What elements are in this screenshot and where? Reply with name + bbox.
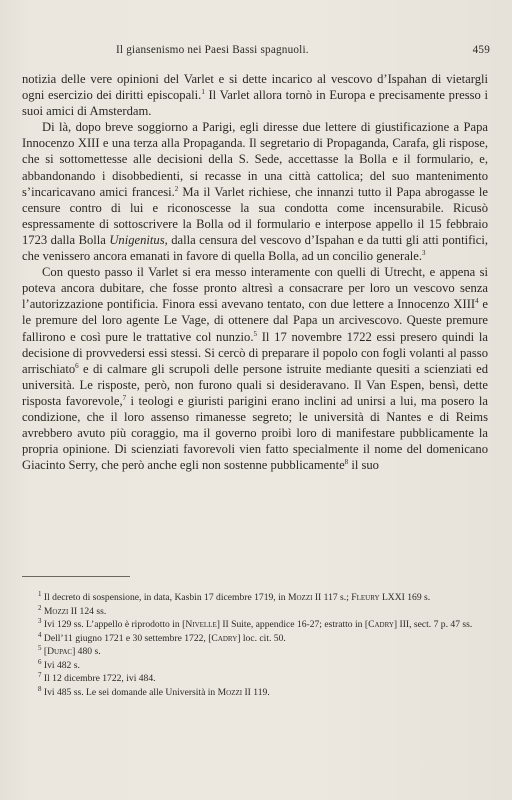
text-run: II 119. <box>242 686 270 698</box>
footnote-ref: 6 <box>75 361 79 370</box>
footnote <box>22 605 488 619</box>
footnote-ref: 4 <box>475 297 479 306</box>
footnote <box>22 686 488 700</box>
author-name: Cadry <box>211 632 238 644</box>
text-run: II 117 s.; <box>312 592 352 603</box>
footnote <box>22 632 488 646</box>
footnote-number: 5 <box>38 643 42 652</box>
footnote-ref: 1 <box>201 87 205 96</box>
author-name: Mozzi <box>287 592 313 603</box>
footnote-ref: 8 <box>344 458 349 467</box>
text-run: Il Varlet allora tornò in Europa e precisamente presso i suoi amici di Amsterdam. <box>22 88 488 119</box>
text-run: e le premure del loro agente Le Vage, di ottenere dal Papa un arcivescovo. Queste premure fallirono e così pure le trattative col nunzio. <box>22 297 488 344</box>
text-run: Ma il Varlet richiese, che innanzi tutto il Papa abrogasse le censure contro di lui e riconoscesse la sua condotta come incensurabile. Ricusò espressamente di sottoscrivere la Bolla od il formulario e interpose appello il 15 febbraio 1723 dalla Bolla <box>22 184 488 247</box>
footnote-number: 4 <box>38 630 42 639</box>
text-run: Dell’11 giugno 1721 e 30 settembre 1722, [ <box>43 632 212 644</box>
text-run: ] 480 s. <box>72 646 101 657</box>
author-name: Nivelle <box>185 619 217 630</box>
text-run: notizia delle vere opinioni del Varlet e si dette incarico al vescovo d’Ispahan di vietargli ogni esercizio dei diritti episcopali. <box>22 72 488 103</box>
text-run: LXXI 169 s. <box>379 592 431 603</box>
footnote-number: 7 <box>38 670 42 679</box>
footnote <box>22 618 488 632</box>
text-run: e di calmare gli scrupoli delle persone istruite mediante quesiti a scienziati ed università. Le risposte, però, non furono quali si desideravano. Il Van Espen, bensì, dette risposta favorevole, <box>22 361 488 408</box>
text-run: ] III, sect. 7 p. 47 ss. <box>393 619 473 630</box>
footnote-rule <box>22 576 130 577</box>
footnote-ref: 5 <box>253 329 257 338</box>
text-run: Ivi 485 ss. Le sei domande alle Università in <box>43 686 218 698</box>
footnote <box>22 672 488 686</box>
text-run: Il 17 novembre 1722 essi presero quindi la decisione di provvedersi essi stessi. Si cercò di preparare il popolo con fogli volanti al passo arrischiato <box>22 329 488 376</box>
footnote-number: 2 <box>38 603 42 612</box>
paragraph <box>22 264 488 473</box>
page-number: 459 <box>472 44 490 56</box>
text-run: ] II Suite, appendice 16-27; estratto in [ <box>216 619 369 630</box>
footnote <box>22 591 488 605</box>
text-run: Di là, dopo breve soggiorno a Parigi, egli diresse due lettere di giustificazione a Papa Innocenzo XIII e una terza alla Propaganda. Il segretario di Propaganda, Carafa, gli rispose, che si sottomettesse alle decisioni della S. Sede, accettasse la Bolla e il formulario, e, abbandonando i disobbedienti, si recasse in una città cattolica; del suo mantenimento s’incaricavano amici francesi. <box>22 120 488 199</box>
author-name: Fleury <box>351 592 380 603</box>
footnote <box>22 659 488 673</box>
text-run: Ivi 482 s. <box>43 659 80 671</box>
text-run: Con questo passo il Varlet si era messo interamente con quelli di Utrecht, e appena si poteva ancora dubitare, che fosse pronto altresì a consacrare per loro un vescovo senza l’autorizzazione pontificia. Finora essi avevano tentato, con due lettere a Innocenzo XIII <box>22 265 488 312</box>
footnote-ref: 2 <box>174 184 179 193</box>
text-run: Il decreto di sospensione, in data, Kasbin 17 dicembre 1719, in <box>43 592 288 603</box>
footnote-number: 3 <box>38 616 42 625</box>
text-run: i teologi e giuristi parigini erano inclini ad unirsi a lui, ma posero la condizione, che il loro assenso rimanesse segreto; le università di Nantes e di Reims avrebbero avuto più coraggio, ma il governo proibì loro di manifestare pubblicamente la propria opinione. Di scienziati favorevoli vien fatto specialmente il nome del domenicano Giacinto Serry, che però anche egli non sostenne pubblicamente <box>22 393 488 473</box>
text-run: Il 12 dicembre 1722, ivi 484. <box>43 673 156 684</box>
text-run: dalla censura del vescovo d’Ispahan e da tutti gli atti pontifici, che venissero ancora emanati in favore di quella Bolla, ad un concilio generale. <box>22 232 488 264</box>
footnote-ref: 3 <box>422 248 426 257</box>
author-name: Cadry <box>368 619 394 630</box>
footnote <box>22 645 488 659</box>
paragraph <box>22 71 488 119</box>
running-title: Il giansenismo nei Paesi Bassi spagnuoli. <box>116 44 309 56</box>
text-run: ] loc. cit. 50. <box>237 632 286 644</box>
text-run: Ivi 129 ss. L’appello è riprodotto in [ <box>43 619 186 630</box>
main-text <box>22 71 488 473</box>
footnotes <box>22 591 488 699</box>
author-name: Mozzi <box>43 605 69 617</box>
running-header <box>22 44 490 58</box>
text-run: II 124 ss. <box>68 605 107 617</box>
italic-text: Unigenitus, <box>109 232 168 247</box>
text-run: [ <box>43 646 48 657</box>
text-run: il suo <box>348 458 379 473</box>
author-name: Dupac <box>47 646 73 657</box>
paragraph <box>22 119 488 264</box>
author-name: Mozzi <box>217 686 243 698</box>
footnote-number: 6 <box>38 657 42 666</box>
footnote-number: 8 <box>38 684 42 693</box>
footnote-number: 1 <box>38 589 42 598</box>
footnote-ref: 7 <box>122 393 127 402</box>
